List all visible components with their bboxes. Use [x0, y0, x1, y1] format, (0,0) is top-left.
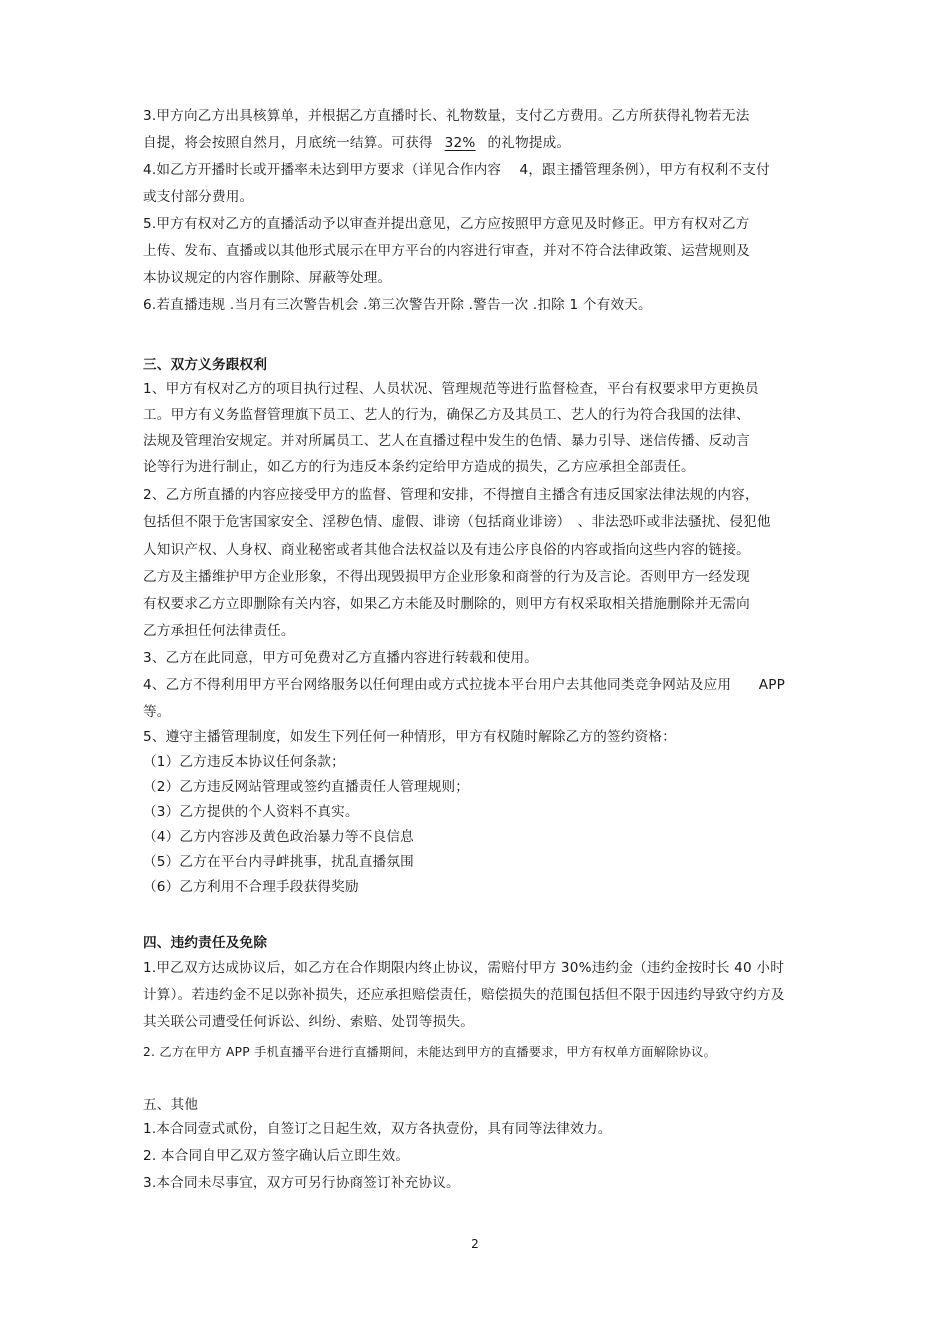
section-3-line: 论等行为进行制止，如乙方的行为违反本条约定给甲方造成的损失，乙方应承担全部责任。 [143, 459, 695, 475]
section-3-line: （4）乙方内容涉及黄色政治暴力等不良信息 [143, 829, 414, 845]
section-5-heading: 五、其他 [143, 1097, 199, 1113]
section-3-line: 1、甲方有权对乙方的项目执行过程、人员状况、管理规范等进行监督检查，平台有权要求甲方更换员 [143, 381, 759, 397]
clause-2-3-line-1: 3.甲方向乙方出具核算单，并根据乙方直播时长、礼物数量，支付乙方费用。乙方所获得礼物若无法 [143, 108, 750, 124]
clause-2-5-line-3: 本协议规定的内容作删除、屏蔽等处理。 [143, 270, 392, 286]
section-3-line: 人知识产权、人身权、商业秘密或者其他合法权益以及有违公序良俗的内容或指向这些内容的链接。 [143, 542, 750, 558]
section-3-heading: 三、双方义务跟权利 [143, 357, 268, 373]
clause-2-6-line-1: 6.若直播违规 .当月有三次警告机会 .第三次警告开除 .警告一次 .扣除 1 个有效天。 [143, 297, 652, 313]
section-3-line: 乙方及主播维护甲方企业形象，不得出现毁损甲方企业形象和商誉的行为及言论。否则甲方一经发现 [143, 569, 750, 585]
section-4-line: 1.甲乙双方达成协议后，如乙方在合作期限内终止协议，需赔付甲方 30%违约金（违约金按时长 40 小时 [143, 960, 784, 976]
clause-2-5-line-1: 5.甲方有权对乙方的直播活动予以审查并提出意见，乙方应按照甲方意见及时修正。甲方有权对乙方 [143, 216, 750, 232]
section-4-heading: 四、违约责任及免除 [143, 935, 268, 951]
section-4-line: 其关联公司遭受任何诉讼、纠纷、索赔、处罚等损失。 [143, 1014, 475, 1030]
clause-2-4-line-1: 4.如乙方开播时长或开播率未达到甲方要求（详见合作内容 4，跟主播管理条例），甲方有权利不支付 [143, 162, 770, 178]
section-5-line: 1.本合同壹式贰份，自签订之日起生效，双方各执壹份，具有同等法律效力。 [143, 1121, 612, 1137]
page-number: 2 [471, 1237, 479, 1251]
section-3-line: 4、乙方不得利用甲方平台网络服务以任何理由或方式拉拢本平台用户去其他同类竞争网站及应用 APP [143, 677, 786, 693]
clause-2-3-line-2: 自提，将会按照自然月，月底统一结算。可获得 32% 的礼物提成。 [143, 135, 571, 151]
commission-rate: 32% [444, 135, 476, 151]
section-3-line: 5、遵守主播管理制度，如发生下列任何一种情形，甲方有权随时解除乙方的签约资格： [143, 729, 677, 745]
section-3-line: 工。甲方有义务监督管理旗下员工、艺人的行为，确保乙方及其员工、艺人的行为符合我国的法律、 [143, 407, 750, 423]
section-3-line: 有权要求乙方立即删除有关内容，如果乙方未能及时删除的，则甲方有权采取相关措施删除并无需向 [143, 596, 750, 612]
section-3-line: 等。 [143, 704, 171, 720]
section-3-line: （3）乙方提供的个人资料不真实。 [143, 804, 359, 820]
section-3-line: （6）乙方利用不合理手段获得奖励 [143, 879, 359, 895]
section-3-line: 2、乙方所直播的内容应接受甲方的监督、管理和安排，不得擅自主播含有违反国家法律法规的内容， [143, 487, 759, 503]
section-3-line: （2）乙方违反网站管理或签约直播责任人管理规则； [143, 779, 470, 795]
section-4-small-line: 2. 乙方在甲方 APP 手机直播平台进行直播期间，未能达到甲方的直播要求，甲方有权单方面解除协议。 [143, 1045, 717, 1059]
section-3-line: 乙方承担任何法律责任。 [143, 623, 295, 639]
section-5-line: 2. 本合同自甲乙双方签字确认后立即生效。 [143, 1148, 410, 1164]
section-3-line: 包括但不限于危害国家安全、淫秽色情、虚假、诽谤（包括商业诽谤） 、非法恐吓或非法骚扰、侵犯他 [143, 514, 771, 530]
section-4-line: 计算）。若违约金不足以弥补损失，还应承担赔偿责任，赔偿损失的范围包括但不限于因违约导致守约方及 [143, 987, 785, 1003]
section-5-line: 3.本合同未尽事宜，双方可另行协商签订补充协议。 [143, 1175, 460, 1191]
section-3-line: 3、乙方在此同意，甲方可免费对乙方直播内容进行转载和使用。 [143, 650, 539, 666]
section-3-line: （5）乙方在平台内寻衅挑事，扰乱直播氛围 [143, 854, 414, 870]
section-3-line: （1）乙方违反本协议任何条款； [143, 754, 345, 770]
clause-2-5-line-2: 上传、发布、直播或以其他形式展示在甲方平台的内容进行审查，并对不符合法律政策、运营规则及 [143, 243, 750, 259]
section-3-line: 法规及管理治安规定。并对所属员工、艺人在直播过程中发生的色情、暴力引导、迷信传播、反动言 [143, 433, 750, 449]
clause-2-4-line-2: 或支付部分费用。 [143, 189, 254, 205]
